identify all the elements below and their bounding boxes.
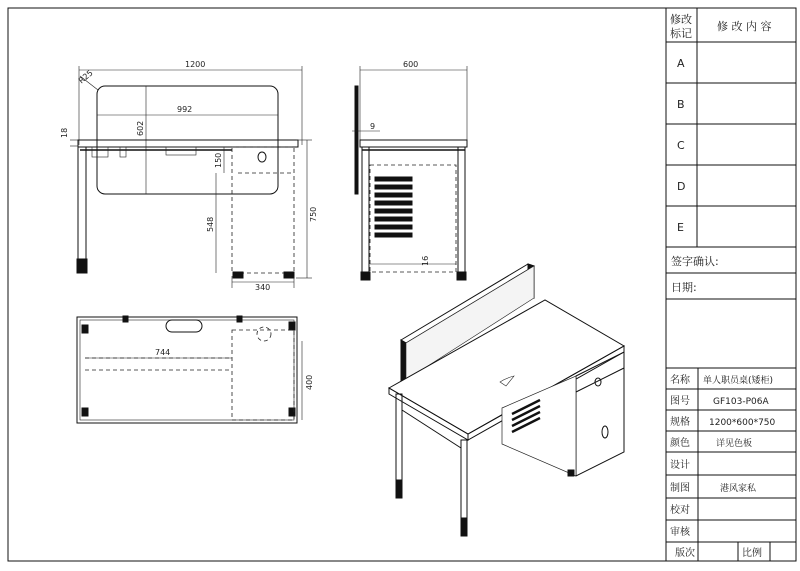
dim-total-height: 750 xyxy=(309,206,318,222)
top-view xyxy=(77,316,314,423)
revision-row-a: A xyxy=(677,57,685,70)
revision-row-e: E xyxy=(677,221,684,234)
dim-top-thickness: 18 xyxy=(60,127,69,138)
spec-label: 规格 xyxy=(670,417,690,428)
color-label: 颜色 xyxy=(670,438,690,449)
cabinet xyxy=(232,147,294,273)
isometric-view xyxy=(389,264,624,536)
signature-label: 签字确认: xyxy=(671,255,719,268)
dim-front-width: 1200 xyxy=(185,60,206,69)
color-value: 详见色板 xyxy=(716,439,753,449)
dim-foot: 16 xyxy=(421,255,430,266)
date-label: 日期: xyxy=(671,281,697,294)
drafting-label: 制图 xyxy=(670,483,690,494)
side-screen xyxy=(355,86,358,194)
dim-cabinet-depth: 400 xyxy=(305,374,314,390)
scale-label: 比例 xyxy=(742,548,762,559)
vent-slots xyxy=(375,177,412,237)
design-label: 设计 xyxy=(670,460,690,471)
name-label: 名称 xyxy=(670,375,690,386)
name-value: 单人职员桌(矮柜) xyxy=(703,376,774,386)
dim-leg-height: 548 xyxy=(206,216,215,232)
right-table xyxy=(666,8,796,561)
code-value: GF103-P06A xyxy=(713,397,769,407)
front-view xyxy=(60,60,318,292)
dim-depth: 600 xyxy=(403,60,419,69)
left-foot xyxy=(77,259,87,273)
revision-mark-header: 修改 xyxy=(670,13,692,26)
revision-row-d: D xyxy=(677,180,686,193)
revision-row-c: C xyxy=(677,139,685,152)
spec-value: 1200*600*750 xyxy=(709,418,776,428)
dim-radius: R25 xyxy=(76,68,95,86)
cable-grommet xyxy=(166,320,202,332)
desk-top xyxy=(78,140,298,147)
dim-screen-height: 602 xyxy=(136,120,145,136)
dim-screen-width: 992 xyxy=(177,105,193,114)
revision-content-header: 修 改 内 容 xyxy=(717,20,772,33)
side-view xyxy=(352,60,467,280)
svg-text:标记: 标记 xyxy=(670,27,692,40)
dim-span: 744 xyxy=(155,348,171,357)
dim-drawer: 150 xyxy=(214,152,223,168)
code-label: 图号 xyxy=(670,396,690,407)
edition-label: 版次 xyxy=(675,548,695,559)
left-leg xyxy=(78,147,86,259)
drafting-value: 港风家私 xyxy=(720,484,757,494)
dim-cabinet-width: 340 xyxy=(255,283,271,292)
check-label: 校对 xyxy=(670,505,690,516)
dim-offset: 9 xyxy=(370,122,376,131)
review-label: 审核 xyxy=(670,527,690,538)
revision-row-b: B xyxy=(677,98,685,111)
